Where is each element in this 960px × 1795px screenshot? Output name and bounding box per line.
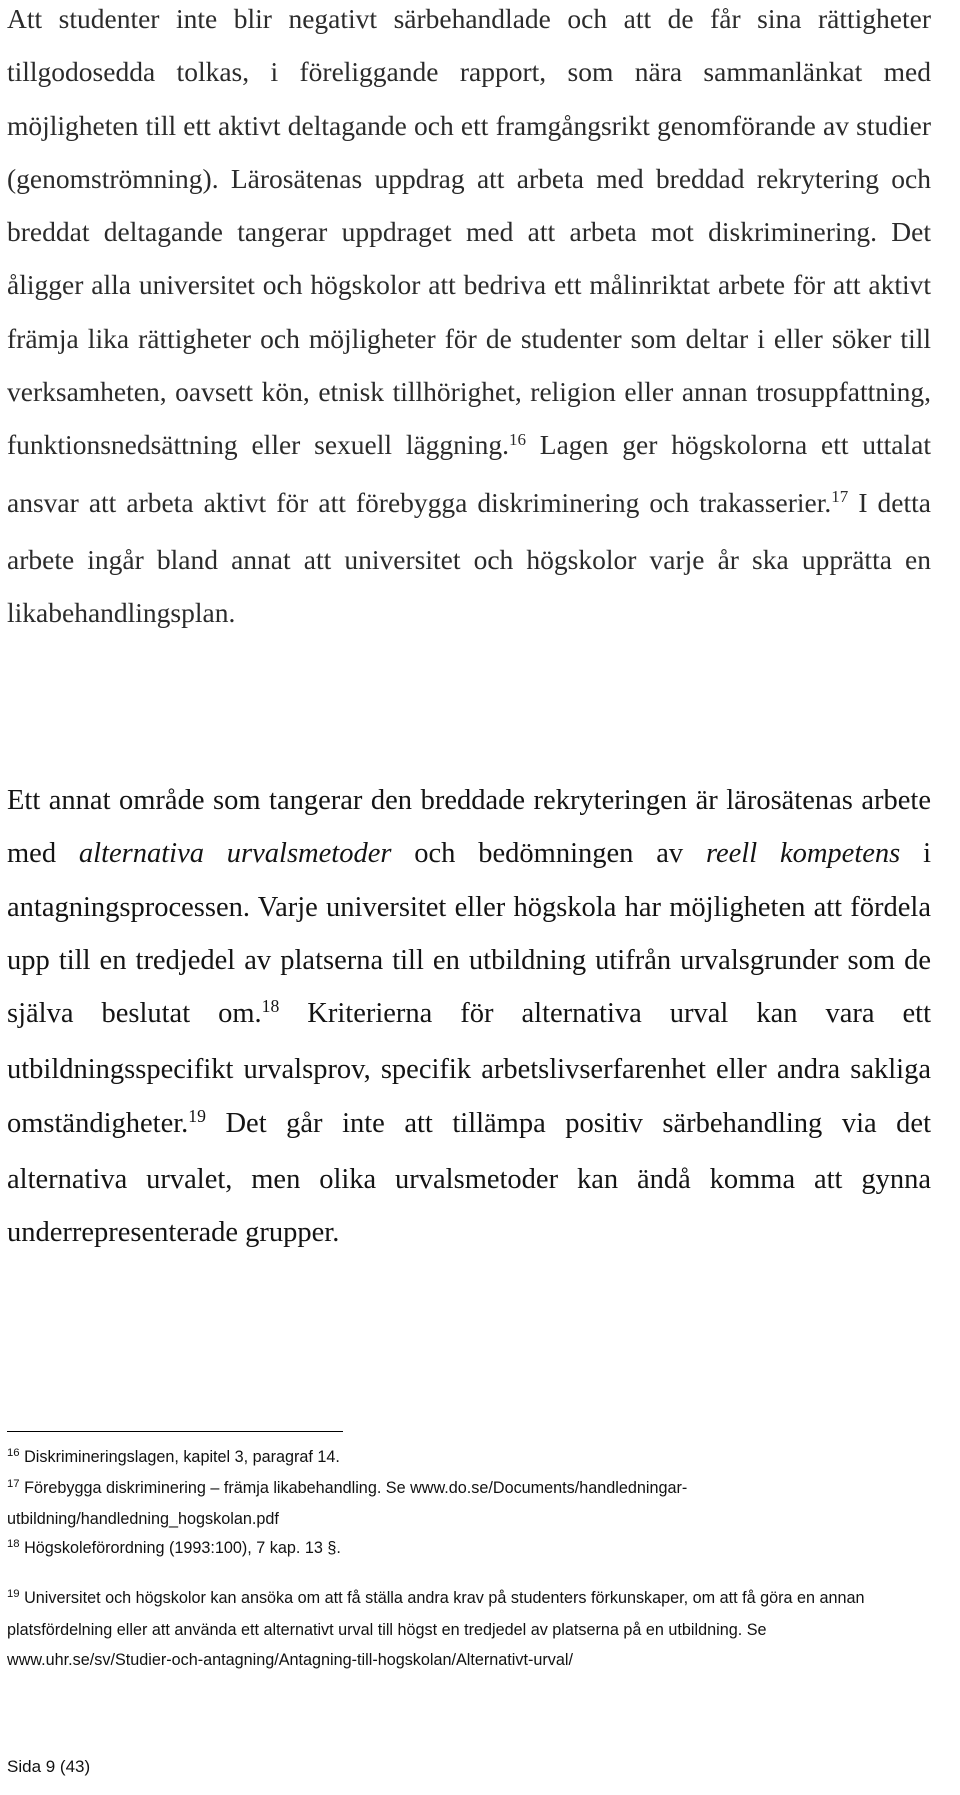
- body-paragraph-1: [7, 0, 931, 640]
- footnote-number: 16: [7, 1446, 20, 1459]
- footnote-ref-19[interactable]: 19: [188, 1106, 206, 1127]
- footnote-number: 19: [7, 1587, 20, 1600]
- footnote-number: 17: [7, 1477, 20, 1490]
- footnote-separator: [7, 1431, 343, 1432]
- page-number: Sida 9 (43): [7, 1757, 91, 1776]
- paragraph-2-text-c: i antagningsprocessen. Varje universitet eller högskola har möjligheten att fördela upp till en tredjedel av platserna till en utbildning utifrån urvalsgrunder som de själva beslutat om.: [7, 838, 931, 1030]
- footnote-text: Högskoleförordning (1993:100), 7 kap. 13 §.: [19, 1539, 341, 1557]
- footnote-16: [7, 1443, 927, 1474]
- paragraph-2-text-e: Det går inte att tillämpa positiv särbehandling via det alternativa urvalet, men olika urvalsmetoder kan ändå komma att gynna underrepresenterade grupper.: [7, 1107, 931, 1249]
- footnote-17: [7, 1474, 927, 1534]
- body-paragraph-2: [7, 774, 931, 1260]
- footnote-ref-17[interactable]: 17: [831, 487, 849, 507]
- footnote-text: Diskrimineringslagen, kapitel 3, paragraf 14.: [19, 1448, 340, 1466]
- footnotes-block: [7, 1443, 927, 1565]
- paragraph-1-text-a: Att studenter inte blir negativt särbehandlade och att de får sina rättigheter tillgodosedda tolkas, i föreliggande rapport, som nära sammanlänkat med möjligheten till ett aktivt deltagande och ett framgångsrikt genomförande av studier (genomströmning). Lärosätenas uppdrag att arbeta med breddad rekrytering och breddat deltagande tangerar uppdraget med att arbeta mot diskriminering. Det åligger alla universitet och högskolor att bedriva ett målinriktat arbete för att aktivt främja lika rättigheter och möjligheter för de studenter som deltar i eller söker till verksamheten, oavsett kön, etnisk tillhörighet, religion eller annan trosuppfattning, funktionsnedsättning eller sexuell läggning.: [7, 3, 931, 461]
- footnote-text[interactable]: Universitet och högskolor kan ansöka om att få ställa andra krav på studenters förkunskaper, om att få göra en annan platsfördelning eller att använda ett alternativt urval till högst en tredjedel av platserna på en utbildning. Se www.uhr.se/sv/Studier-och-antagning/Antagning-till-hogskolan/Alternativt-urval/: [7, 1589, 865, 1669]
- paragraph-2-text-a: Ett annat område som tangerar den breddade rekryteringen är lärosätenas arbete med: [7, 785, 931, 870]
- term-alternativa-urvalsmetoder: alternativa urvalsmetoder: [78, 838, 392, 870]
- paragraph-1-text-b: Lagen ger högskolorna ett uttalat ansvar att arbeta aktivt för att förebygga diskriminering och trakasserier.: [7, 429, 931, 518]
- footnote-18: [7, 1534, 927, 1565]
- paragraph-2-text-b: och bedömningen av: [391, 838, 706, 870]
- footnotes-block-continued: [7, 1583, 927, 1675]
- paragraph-2-text-d: Kriterierna för alternativa urval kan vara ett utbildningsspecifikt urvalsprov, specifik arbetslivserfarenhet eller andra sakliga omständigheter.: [7, 998, 931, 1139]
- footnote-19: [7, 1583, 927, 1675]
- footnote-ref-18[interactable]: 18: [261, 996, 280, 1017]
- footnote-ref-16[interactable]: 16: [508, 430, 526, 449]
- footnote-number: 18: [7, 1537, 20, 1550]
- term-reell-kompetens: reell kompetens: [705, 838, 901, 870]
- footnote-text[interactable]: Förebygga diskriminering – främja likabehandling. Se www.do.se/Documents/handledningar-utbildning/handledning_hogskolan.pdf: [7, 1479, 688, 1528]
- paragraph-1-text-c: I detta arbete ingår bland annat att universitet och högskolor varje år ska upprätta en likabehandlingsplan.: [7, 486, 931, 629]
